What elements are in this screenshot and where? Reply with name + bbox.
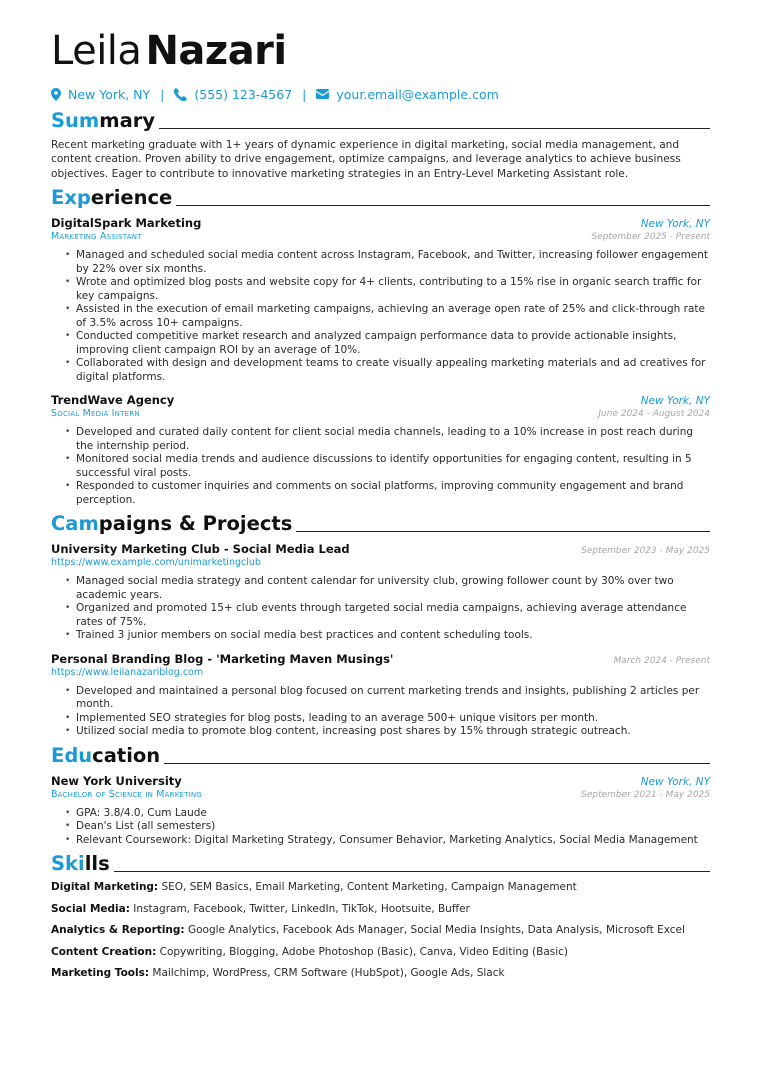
contact-phone[interactable] bbox=[174, 87, 292, 102]
summary-heading-accent: Sum bbox=[51, 109, 100, 132]
bullet-item: • GPA: 3.8/4.0, Cum Laude bbox=[76, 807, 710, 821]
bullet-item: • Implemented SEO strategies for blog posts, leading to an average 500+ unique visitors per month. bbox=[76, 712, 710, 726]
section-rule bbox=[159, 128, 710, 129]
skill-label: Digital Marketing: bbox=[51, 881, 159, 894]
bullet-list bbox=[51, 249, 710, 384]
contact-bar bbox=[51, 86, 710, 102]
bullet-item: • Managed and scheduled social media content across Instagram, Facebook, and Twitter, increasing follower engagement by 22% over six months. bbox=[76, 249, 710, 276]
bullet-list bbox=[51, 575, 710, 643]
map-pin-icon bbox=[51, 88, 61, 101]
bullet-item: • Wrote and optimized blog posts and website copy for 4+ clients, contributing to a 15% rise in organic search traffic for key campaigns. bbox=[76, 276, 710, 303]
section-rule bbox=[114, 871, 710, 872]
entry-location: New York, NY bbox=[640, 218, 710, 231]
skill-label: Marketing Tools: bbox=[51, 967, 150, 980]
education-heading bbox=[51, 745, 710, 767]
skill-row bbox=[51, 881, 710, 894]
bullet-item: • Assisted in the execution of email marketing campaigns, achieving an average open rate of 25% and click-through rate of 3.5% across 10+ campaigns. bbox=[76, 303, 710, 330]
entry-dates: March 2024 - Present bbox=[613, 655, 710, 666]
bullet-list bbox=[51, 807, 710, 848]
project-link[interactable]: https://www.example.com/unimarketingclub bbox=[51, 557, 261, 569]
section-rule bbox=[176, 205, 710, 206]
contact-email[interactable] bbox=[316, 87, 498, 102]
skills-heading-rest: lls bbox=[84, 852, 110, 876]
skill-value: Mailchimp, WordPress, CRM Software (HubSpot), Google Ads, Slack bbox=[152, 967, 505, 980]
candidate-name bbox=[51, 28, 710, 74]
last-name: Nazari bbox=[145, 28, 287, 74]
skill-value: SEO, SEM Basics, Email Marketing, Content Marketing, Campaign Management bbox=[161, 881, 577, 894]
education-heading-rest: cation bbox=[92, 743, 161, 767]
bullet-item: • Utilized social media to promote blog content, increasing post shares by 15% through strategic outreach. bbox=[76, 725, 710, 739]
skills-heading-accent: Ski bbox=[51, 852, 85, 876]
entry-location: New York, NY bbox=[640, 775, 710, 788]
company-name: DigitalSpark Marketing bbox=[51, 216, 202, 231]
projects-heading-rest: paigns & Projects bbox=[98, 512, 293, 536]
bullet-item: • Responded to customer inquiries and comments on social platforms, improving community engagement and brand perception. bbox=[76, 480, 710, 507]
project-entry bbox=[51, 542, 710, 643]
bullet-item: • Developed and maintained a personal blog focused on current marketing trends and insights, publishing 2 articles per month. bbox=[76, 685, 710, 712]
bullet-item: • Dean's List (all semesters) bbox=[76, 820, 710, 834]
first-name: Leila bbox=[51, 28, 142, 74]
degree-title: Bachelor of Science in Marketing bbox=[51, 788, 202, 800]
education-heading-accent: Edu bbox=[51, 743, 93, 767]
entry-dates: June 2024 - August 2024 bbox=[598, 409, 710, 420]
project-entry bbox=[51, 652, 710, 739]
bullet-item: • Developed and curated daily content for client social media channels, leading to a 10% increase in post reach during the internship period. bbox=[76, 426, 710, 453]
skill-row bbox=[51, 924, 710, 937]
entry-dates: September 2023 - May 2025 bbox=[581, 546, 710, 557]
bullet-item: • Monitored social media trends and audience discussions to identify opportunities for engaging content, resulting in 5 successful viral posts. bbox=[76, 453, 710, 480]
school-name: New York University bbox=[51, 773, 182, 788]
email-text: your.email@example.com bbox=[336, 86, 499, 102]
projects-heading bbox=[51, 513, 710, 535]
contact-location bbox=[51, 87, 150, 102]
bullet-item: • Conducted competitive market research and analyzed campaign performance data to provide actionable insights, improving client campaign ROI by an average of 10%. bbox=[76, 330, 710, 357]
section-rule bbox=[296, 531, 710, 532]
entry-dates: September 2021 - May 2025 bbox=[581, 789, 710, 800]
skill-label: Content Creation: bbox=[51, 945, 157, 958]
experience-entry bbox=[51, 216, 710, 384]
bullet-list bbox=[51, 426, 710, 507]
phone-icon bbox=[174, 88, 187, 101]
skill-row bbox=[51, 967, 710, 980]
bullet-item: • Collaborated with design and development teams to create visually appealing marketing materials and ad creatives for digital platforms. bbox=[76, 357, 710, 384]
project-link[interactable]: https://www.leilanazariblog.com bbox=[51, 666, 204, 678]
summary-text: Recent marketing graduate with 1+ years of dynamic experience in digital marketing, social media management, and content creation. Proven ability to drive engagement, optimize campaigns, and leverage analytics to achieve business objectives. Eager to contribute to innovative marketing strategies in an Entry-Level Marketing Assistant role. bbox=[51, 139, 681, 180]
project-title: Personal Branding Blog - 'Marketing Maven Musings' bbox=[51, 651, 394, 666]
skills-heading bbox=[51, 853, 710, 875]
skill-value: Google Analytics, Facebook Ads Manager, Social Media Insights, Data Analysis, Microsoft Excel bbox=[187, 924, 685, 937]
section-rule bbox=[164, 763, 710, 764]
skill-label: Analytics & Reporting: bbox=[51, 924, 185, 937]
summary-heading bbox=[51, 110, 710, 132]
contact-separator: | bbox=[302, 86, 307, 102]
education-entry bbox=[51, 774, 710, 848]
skill-value: Instagram, Facebook, Twitter, LinkedIn, TikTok, Hootsuite, Buffer bbox=[133, 902, 470, 915]
experience-entry bbox=[51, 393, 710, 507]
skills-list bbox=[51, 881, 710, 980]
experience-heading bbox=[51, 187, 710, 209]
summary-heading-rest: mary bbox=[99, 109, 156, 132]
location-text: New York, NY bbox=[68, 86, 151, 102]
projects-heading-accent: Cam bbox=[51, 512, 99, 536]
skill-row bbox=[51, 946, 710, 959]
bullet-item: • Relevant Coursework: Digital Marketing Strategy, Consumer Behavior, Marketing Analytics, Social Media Management bbox=[76, 834, 710, 848]
bullet-item: • Managed social media strategy and content calendar for university club, growing follower count by 30% over two academic years. bbox=[76, 575, 710, 602]
experience-heading-accent: Exp bbox=[51, 186, 91, 210]
skill-value: Copywriting, Blogging, Adobe Photoshop (Basic), Canva, Video Editing (Basic) bbox=[159, 945, 569, 958]
job-title: Social Media Intern bbox=[51, 408, 140, 420]
contact-separator: | bbox=[160, 86, 165, 102]
bullet-item: • Organized and promoted 15+ club events through targeted social media campaigns, achieving average attendance rates of 75%. bbox=[76, 602, 710, 629]
entry-dates: September 2025 - Present bbox=[591, 232, 710, 243]
envelope-icon bbox=[316, 89, 329, 99]
phone-text: (555) 123-4567 bbox=[194, 86, 293, 102]
skill-row bbox=[51, 903, 710, 916]
job-title: Marketing Assistant bbox=[51, 231, 142, 243]
skill-label: Social Media: bbox=[51, 902, 130, 915]
company-name: TrendWave Agency bbox=[51, 393, 175, 408]
bullet-item: • Trained 3 junior members on social media best practices and content scheduling tools. bbox=[76, 629, 710, 643]
bullet-list bbox=[51, 685, 710, 739]
entry-location: New York, NY bbox=[640, 395, 710, 408]
project-title: University Marketing Club - Social Media Lead bbox=[51, 542, 350, 557]
experience-heading-rest: erience bbox=[90, 186, 173, 210]
